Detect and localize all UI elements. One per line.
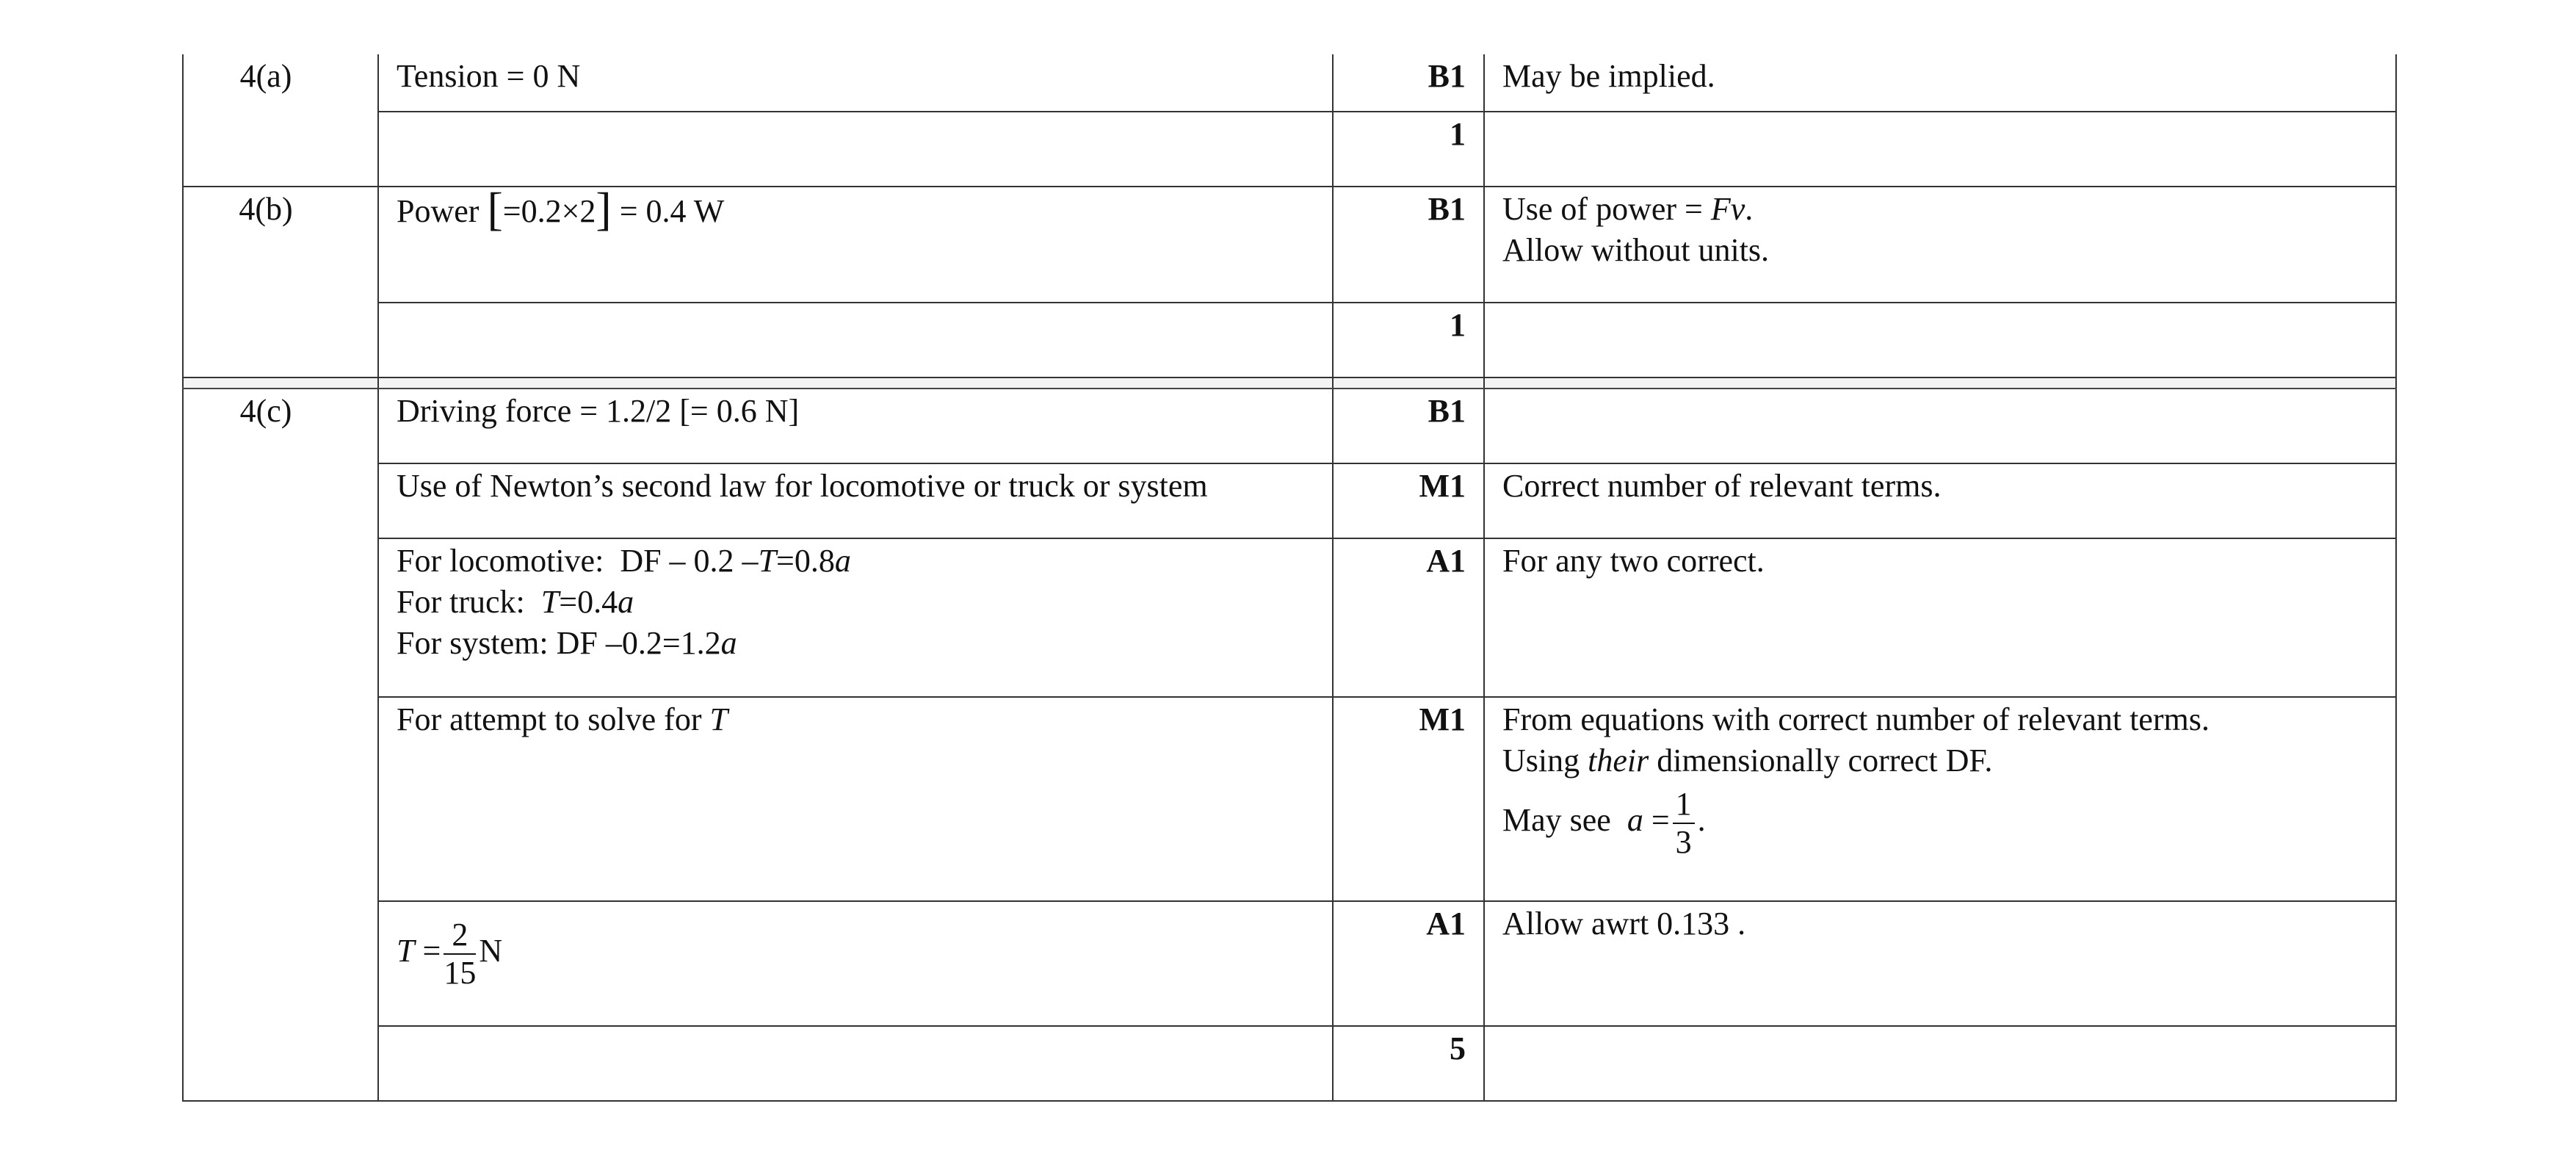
- guidance-cell: Use of power = Fv. Allow without units.: [1484, 187, 2396, 303]
- row-4b-total: [183, 303, 2396, 377]
- mark-cell: M1: [1333, 697, 1484, 901]
- mark-cell: A1: [1333, 538, 1484, 697]
- question-label-4c: 4(c): [183, 389, 378, 1101]
- row-4b-answer: [183, 187, 2396, 303]
- row-4a-answer: [183, 54, 2396, 112]
- guidance-cell: Allow awrt 0.133 .: [1484, 901, 2396, 1026]
- guidance-cell: [1484, 389, 2396, 463]
- total-mark-cell: 1: [1333, 303, 1484, 377]
- row-4c-driving-force: [183, 389, 2396, 463]
- guidance-cell-empty: [1484, 1026, 2396, 1101]
- answer-cell: Power [=0.2×2] = 0.4 W: [378, 187, 1333, 303]
- row-4c-solve: [183, 697, 2396, 901]
- total-mark-cell: 1: [1333, 112, 1484, 187]
- mark-scheme-table: [182, 54, 2395, 1102]
- equation-system: For system: DF –0.2=1.2a: [397, 625, 737, 661]
- answer-cell: Use of Newton’s second law for locomotive or truck or system: [378, 463, 1333, 538]
- mark-cell: M1: [1333, 463, 1484, 538]
- row-4c-newton: [183, 463, 2396, 538]
- guidance-cell: For any two correct.: [1484, 538, 2396, 697]
- question-label-4b: 4(b): [183, 187, 378, 377]
- answer-cell: Tension = 0 N: [378, 54, 1333, 112]
- guidance-cell-empty: [1484, 112, 2396, 187]
- total-mark-cell: 5: [1333, 1026, 1484, 1101]
- answer-cell: [378, 538, 1333, 697]
- mark-cell: B1: [1333, 187, 1484, 303]
- answer-cell: Driving force = 1.2/2 [= 0.6 N]: [378, 389, 1333, 463]
- equation-locomotive: For locomotive: DF – 0.2 –T=0.8a: [397, 543, 851, 579]
- guidance-cell: Correct number of relevant terms.: [1484, 463, 2396, 538]
- answer-cell-empty: [378, 112, 1333, 187]
- mark-cell: A1: [1333, 901, 1484, 1026]
- row-4c-final: [183, 901, 2396, 1026]
- answer-cell-empty: [378, 303, 1333, 377]
- guidance-cell: May be implied.: [1484, 54, 2396, 112]
- guidance-cell-empty: [1484, 303, 2396, 377]
- guidance-cell: From equations with correct number of relevant terms. Using their dimensionally correct DF. May see a = $\frac{1}{3}$ .: [1484, 697, 2396, 901]
- answer-cell: For attempt to solve for T: [378, 697, 1333, 901]
- fraction-a-one-third: May see a = $\frac{1}{3}$ .: [1502, 786, 1706, 860]
- answer-cell-empty: [378, 1026, 1333, 1101]
- equation-truck: For truck: T=0.4a: [397, 584, 634, 620]
- row-4c-equations: [183, 538, 2396, 697]
- mark-cell: B1: [1333, 389, 1484, 463]
- row-4c-total: [183, 1026, 2396, 1101]
- question-label-4a: 4(a): [183, 54, 378, 187]
- mark-cell: B1: [1333, 54, 1484, 112]
- fraction-t-final: T = $\frac{2}{15}$ N: [397, 917, 503, 991]
- mark-scheme-grid: [182, 54, 2397, 1102]
- section-separator: [183, 377, 2396, 389]
- row-4a-total: [183, 112, 2396, 187]
- answer-cell: [378, 901, 1333, 1026]
